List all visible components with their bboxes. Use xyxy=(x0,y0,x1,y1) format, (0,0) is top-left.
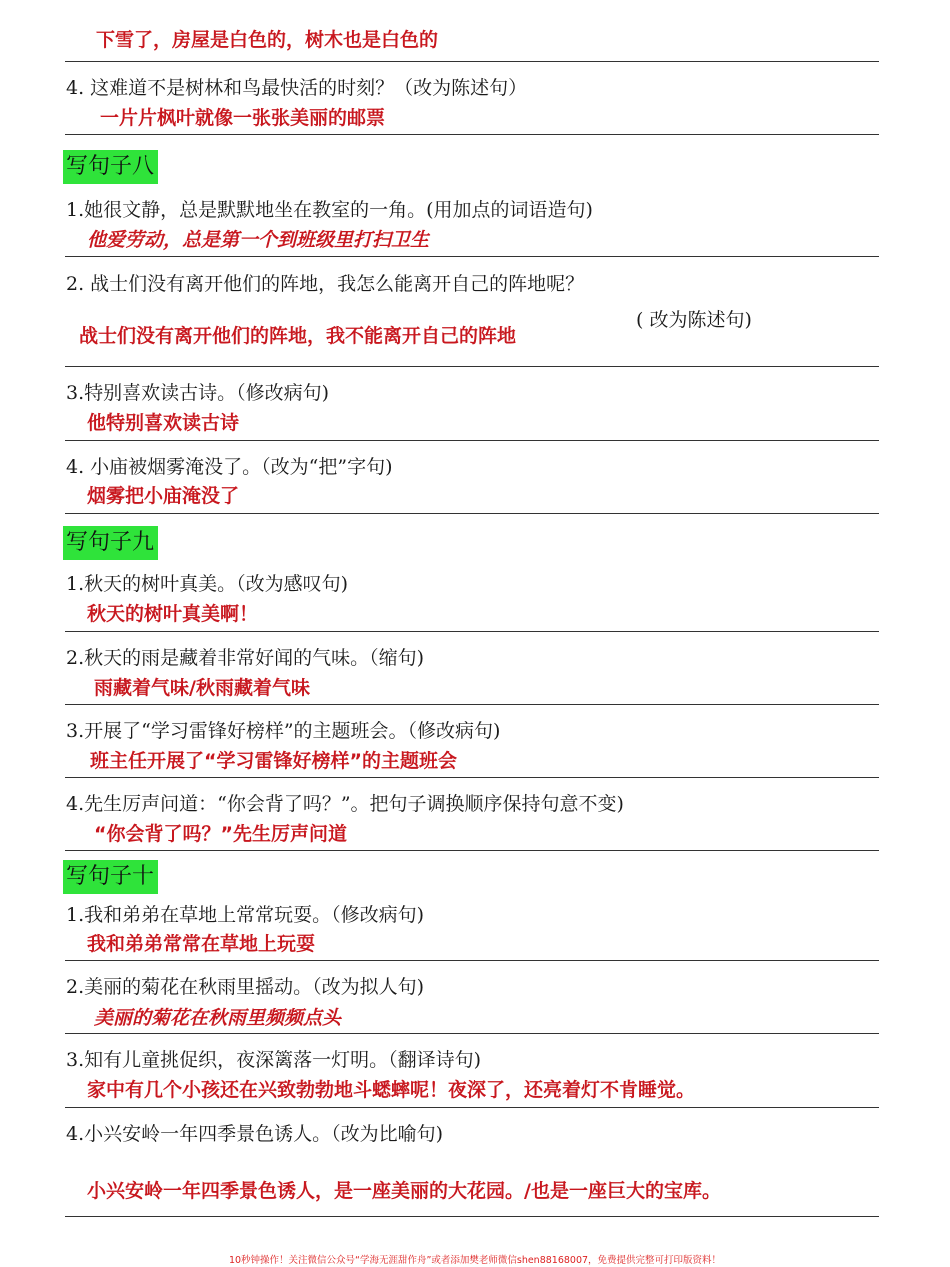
divider xyxy=(65,440,879,441)
divider xyxy=(65,777,879,778)
answer-text: 他爱劳动，总是第一个到班级里打扫卫生 xyxy=(87,229,430,251)
question-text: 4.小兴安岭一年四季景色诱人。（改为比喻句) xyxy=(66,1123,444,1145)
question-hint: ( 改为陈述句) xyxy=(636,309,752,331)
answer-text: 我和弟弟常常在草地上玩耍 xyxy=(87,933,316,955)
question-text: 1.秋天的树叶真美。（改为感叹句) xyxy=(66,573,349,595)
divider xyxy=(65,1107,879,1108)
footer-notice: 10秒钟操作！关注微信公众号“学海无涯甜作舟”或者添加樊老师微信shen88168007，免费提供完整可打印版资料！ xyxy=(228,1255,722,1266)
answer-text: 班主任开展了“学习雷锋好榜样”的主题班会 xyxy=(90,750,457,772)
divider xyxy=(65,850,879,851)
divider xyxy=(65,960,879,961)
divider xyxy=(65,631,879,632)
question-text: 2. 战士们没有离开他们的阵地，我怎么能离开自己的阵地呢？ xyxy=(66,273,585,295)
answer-text: 美丽的菊花在秋雨里频频点头 xyxy=(94,1007,342,1029)
section-title: 写句子九 xyxy=(63,526,158,560)
answer-text: 战士们没有离开他们的阵地，我不能离开自己的阵地 xyxy=(79,325,517,347)
divider xyxy=(65,366,879,367)
divider xyxy=(65,1216,879,1217)
answer-text: 一片片枫叶就像一张张美丽的邮票 xyxy=(100,107,386,129)
answer-text: 烟雾把小庙淹没了 xyxy=(87,485,240,507)
question-text: 2.秋天的雨是藏着非常好闻的气味。（缩句) xyxy=(66,647,425,669)
question-text: 4.先生厉声问道：“你会背了吗？”。把句子调换顺序保持句意不变) xyxy=(66,793,624,815)
answer-text: 小兴安岭一年四季景色诱人，是一座美丽的大花园。/也是一座巨大的宝库。 xyxy=(87,1180,721,1202)
section-title: 写句子八 xyxy=(63,150,158,184)
divider xyxy=(65,256,879,257)
divider xyxy=(65,134,879,135)
question-text: 4. 小庙被烟雾淹没了。（改为“把”字句) xyxy=(66,456,393,478)
divider xyxy=(65,704,879,705)
question-text: 3.开展了“学习雷锋好榜样”的主题班会。（修改病句) xyxy=(66,720,501,742)
question-text: 2.美丽的菊花在秋雨里摇动。（改为拟人句) xyxy=(66,976,425,998)
question-text: 4. 这难道不是树林和鸟最快活的时刻？（改为陈述句） xyxy=(66,77,528,99)
divider xyxy=(65,1033,879,1034)
answer-text: 雨藏着气味/秋雨藏着气味 xyxy=(94,677,310,699)
section-title: 写句子十 xyxy=(63,860,158,894)
question-text: 1.她很文静，总是默默地坐在教室的一角。(用加点的词语造句) xyxy=(66,199,593,221)
question-text: 1.我和弟弟在草地上常常玩耍。（修改病句) xyxy=(66,904,425,926)
answer-text: 下雪了，房屋是白色的，树木也是白色的 xyxy=(96,29,439,51)
divider xyxy=(65,513,879,514)
answer-text: 秋天的树叶真美啊！ xyxy=(87,603,259,625)
answer-text: 家中有几个小孩还在兴致勃勃地斗蟋蟀呢！夜深了，还亮着灯不肯睡觉。 xyxy=(87,1079,696,1101)
divider xyxy=(65,61,879,62)
answer-text: 他特别喜欢读古诗 xyxy=(87,412,240,434)
question-text: 3.特别喜欢读古诗。（修改病句) xyxy=(66,382,330,404)
answer-text: “你会背了吗？”先生厉声问道 xyxy=(94,823,347,845)
question-text: 3.知有儿童挑促织，夜深篱落一灯明。（翻译诗句) xyxy=(66,1049,482,1071)
